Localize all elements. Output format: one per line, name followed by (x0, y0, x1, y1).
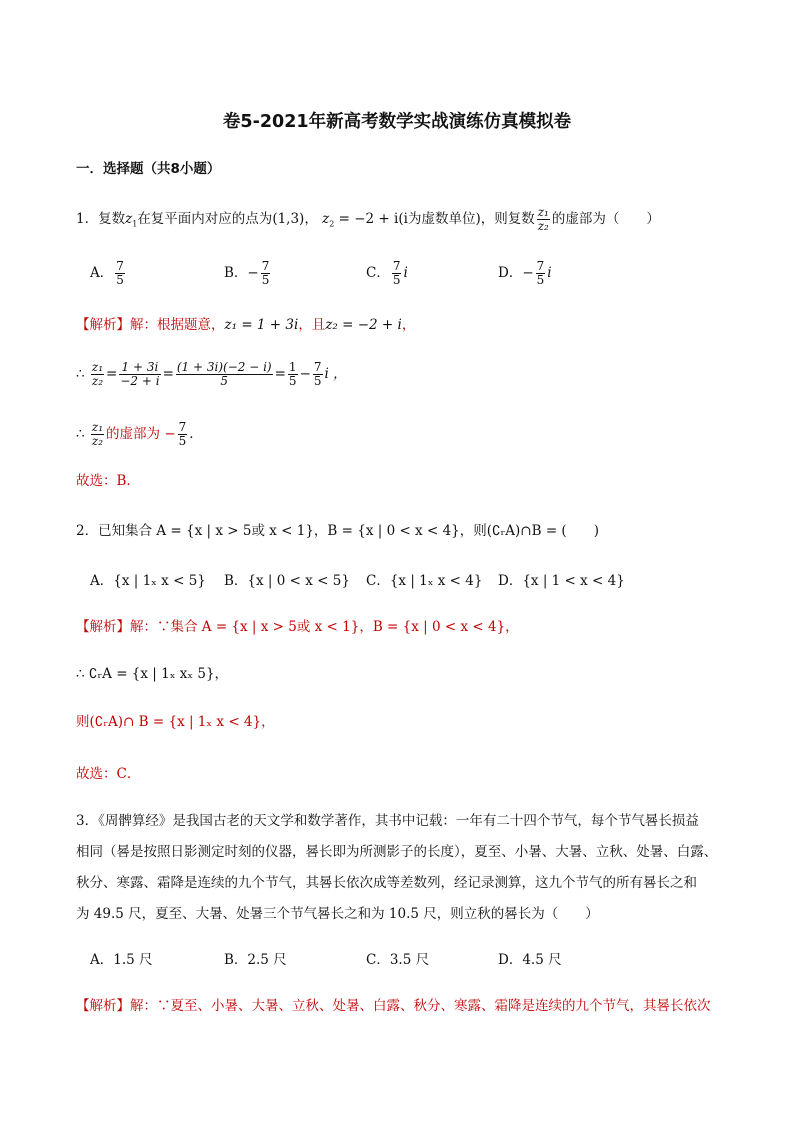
q1-z2: z (322, 211, 330, 227)
page-title: 卷5-2021年新高考数学实战演练仿真模拟卷 (222, 112, 572, 132)
q1-text-i: 的虚部为（ ） (551, 211, 660, 227)
q2-option-b[interactable]: B．{x | 0 < x < 5} (224, 573, 350, 589)
q1-option-d[interactable]: D．− $\frac{7}{5}$ i (498, 259, 552, 287)
question-2-stem: 2．已知集合 A = {x | x > 5或 x < 1}，B = {x | 0 < x < 4}，则(∁ᵣA)∩B = ( ) (76, 523, 599, 539)
q3-option-c[interactable]: C．3.5 尺 (366, 952, 430, 968)
q1-point: (1,3) (272, 211, 305, 227)
question-1-stem: 1．复数$z_1$在复平面内对应的点为(1,3)， $z_2 = -2 + i(i$为虚数单位)，则复数 $\frac{\text{z₁}}{\text{z₂}}$ 的虚部为（ ） (76, 205, 660, 233)
q1-option-b[interactable]: B．− $\frac{7}{5}$ (224, 259, 270, 287)
analysis-tag: 【解析】 (76, 998, 130, 1014)
q2-option-a[interactable]: A．{x | 1ₓ x < 5} (90, 573, 206, 589)
q2-option-c[interactable]: C．{x | 1ₓ x < 4} (366, 573, 483, 589)
analysis-tag: 【解析】 (76, 317, 130, 333)
q1-z2-value: = −2 + i(i (338, 211, 408, 227)
question-3-line-3: 秋分、寒露、霜降是连续的九个节气，其晷长依次成等差数列，经记录测算，这九个节气的所有晷长之和 (76, 875, 697, 891)
q3-solution-line-1: 【解析】解：∵夏至、小暑、大暑、立秋、处暑、白露、秋分、寒露、霜降是连续的九个节气，其晷长依次 (76, 998, 711, 1014)
question-3-line-2: 相同（晷是按照日影测定时刻的仪器，晷长即为所测影子的长度），夏至、小暑、大暑、立秋、处暑、白露、 (76, 844, 718, 860)
q1-text-e: ， (304, 211, 318, 227)
analysis-tag: 【解析】 (76, 619, 130, 635)
q1-text-c: 在复平面内对应的点为 (137, 211, 273, 227)
q2-answer: 故选：C． (76, 766, 141, 782)
q1-option-a[interactable]: A． $\frac{7}{5}$ (90, 259, 124, 287)
question-3-line-1: 3．《周髀算经》是我国古老的天文学和数学著作，其书中记载：一年有二十四个节气，每个节气晷长损益 (76, 813, 699, 829)
q2-solution-line-1: 【解析】解：∵集合 A = {x | x > 5或 x < 1}，B = {x | 0 < x < 4}， (76, 619, 519, 635)
q1-option-c[interactable]: C． $\frac{7}{5}$ i (366, 259, 408, 287)
question-3-line-4: 为 49.5 尺，夏至、大暑、处暑三个节气晷长之和为 10.5 尺，则立秋的晷长为（ ） (76, 906, 599, 922)
q2-option-d[interactable]: D．{x | 1 < x < 4} (498, 573, 625, 589)
q3-option-a[interactable]: A．1.5 尺 (90, 952, 153, 968)
section-heading: 一．选择题（共8小题） (76, 161, 221, 177)
q1-z1: z (125, 211, 133, 227)
q1-fraction: $\frac{\text{z₁}}{\text{z₂}}$ (537, 205, 549, 233)
q1-solution-line-3: ∴ $\frac{\text{z₁}}{\text{z₂}}$ 的虚部为 − $\frac{7}{5}$ ． (76, 420, 203, 448)
q1-solution-line-1: 【解析】解：根据题意，z₁ = 1 + 3i，且z₂ = −2 + i， (76, 317, 416, 333)
q2-solution-line-3: 则(∁ᵣA)∩ B = {x | 1ₓ x < 4}， (76, 714, 275, 730)
q1-answer: 故选：B． (76, 473, 140, 489)
q3-option-d[interactable]: D．4.5 尺 (498, 952, 562, 968)
q2-solution-line-2: ∴ ∁ᵣA = {x | 1ₓ xₓ 5}， (76, 666, 229, 682)
q1-text-a: 1．复数 (76, 211, 126, 227)
q1-text-h: 为虚数单位)，则复数 (407, 211, 535, 227)
q3-option-b[interactable]: B．2.5 尺 (224, 952, 287, 968)
q1-solution-line-2: ∴ $\frac{\text{z₁}}{\text{z₂}}$ = $\frac{1 + 3i}{-2 + i}$ = $\frac{(1 + 3i)(-2 - i)}{5}$ = $\frac{1}{5}$ − $\frac{7}{5}$ i ， (76, 360, 347, 388)
